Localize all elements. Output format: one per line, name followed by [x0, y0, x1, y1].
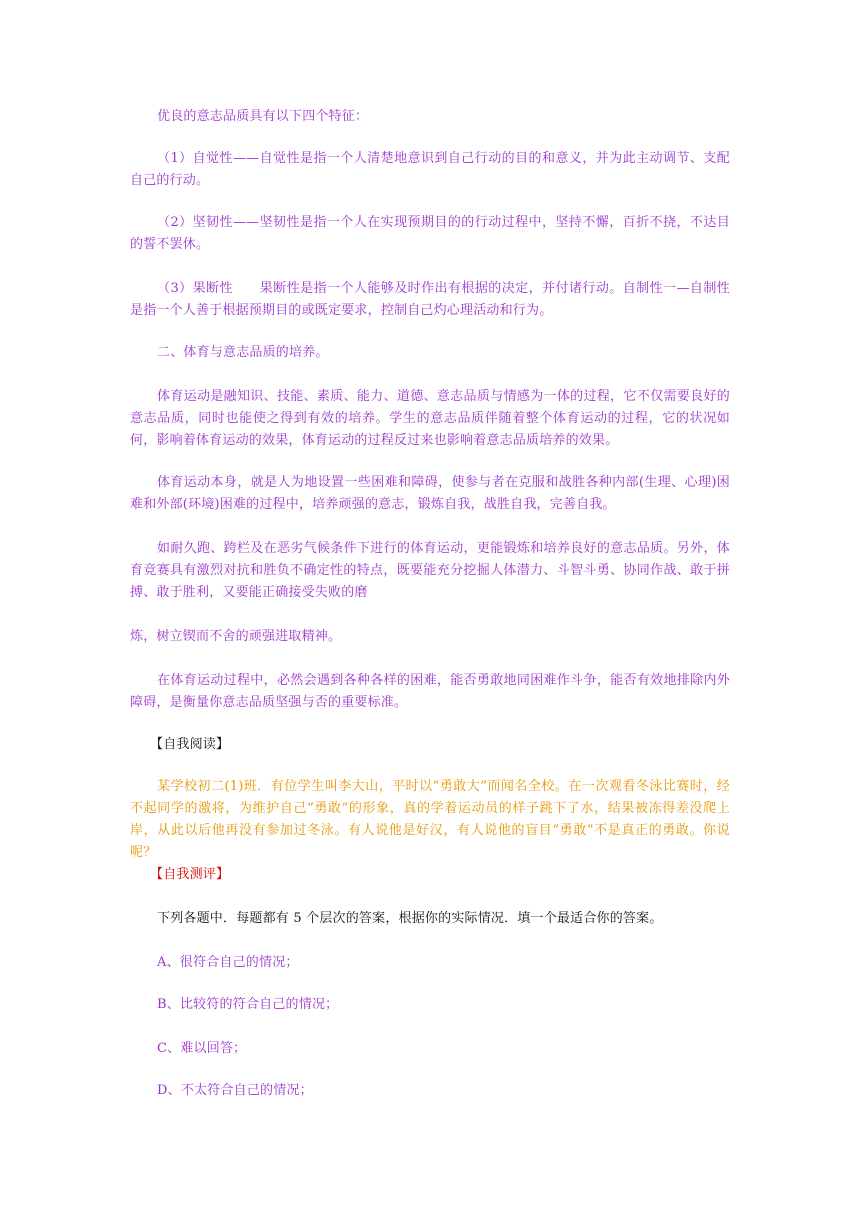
trait-decisiveness: （3）果断性 果断性是指一个人能够及时作出有根据的决定，并付诸行动。自制性一—自制性是指一个人善于根据预期目的或既定要求，控制自己灼心理活动和行为。 — [130, 281, 730, 318]
trait-self-awareness: （1）自觉性——自觉性是指一个人清楚地意识到自己行动的目的和意义，并为此主动调节、支配自己的行动。 — [130, 151, 730, 188]
section-heading-2: 二、体育与意志品质的培养。 — [157, 345, 329, 360]
evaluation-instructions: 下列各题中．每题都有 5 个层次的答案，根据你的实际情况．填一个最适合你的答案。 — [157, 911, 663, 926]
paragraph-endurance-continued: 炼，树立锲而不舍的顽强进取精神。 — [130, 629, 342, 644]
story-paragraph: 某学校初二(1)班．有位学生叫李大山，平时以“勇敢大”而闻名全校。在一次观看冬泳比赛时，经不起同学的激将，为维护自己“勇敢”的形象，真的学着运动员的样子跳下了水，结果被冻得差没爬上岸，从此以后他再没有参加过冬泳。有人说他是好汉，有人说他的盲目“勇敢”不是真正的勇敢。你说呢？ — [130, 779, 730, 860]
paragraph-sports-itself: 体育运动本身，就是人为地设置一些困难和障碍，使参与者在克服和战胜各种内部(生理、心理)困难和外部(环境)困难的过程中，培养顽强的意志，锻炼自我，战胜自我，完善自我。 — [130, 475, 730, 512]
trait-persistence: （2）坚韧性——坚韧性是指一个人在实现预期目的的行动过程中，坚持不懈，百折不挠，不达目的誓不罢休。 — [130, 215, 730, 252]
option-c: C、难以回答； — [157, 1041, 247, 1056]
option-a: A、很符合自己的情况； — [157, 955, 299, 970]
intro-paragraph: 优良的意志品质具有以下四个特征： — [157, 109, 369, 124]
option-d: D、不太符合自己的情况； — [157, 1083, 313, 1098]
self-evaluation-heading: 【自我测评】 — [150, 867, 230, 882]
self-reading-heading: 【自我阅读】 — [150, 737, 230, 752]
paragraph-endurance: 如耐久跑、跨栏及在恶劣气候条件下进行的体育运动，更能锻炼和培养良好的意志品质。另外，体育竞赛具有激烈对抗和胜负不确定性的特点，既要能充分挖掘人体潜力、斗智斗勇、协同作战、敢于拼搏、敢于胜利，又要能正确接受失败的磨 — [130, 541, 730, 600]
paragraph-sports-process: 体育运动是融知识、技能、素质、能力、道德、意志品质与情感为一体的过程，它不仅需要良好的意志品质，同时也能使之得到有效的培养。学生的意志品质伴随着整个体育运动的过程，它的状况如何，影响着体育运动的效果，体育运动的过程反过来也影响着意志品质培养的效果。 — [130, 389, 730, 448]
paragraph-obstacles: 在体育运动过程中，必然会遇到各种各样的困难，能否勇敢地同困难作斗争，能否有效地排除内外障碍，是衡量你意志品质坚强与否的重要标准。 — [130, 673, 730, 710]
option-b: B、比较符的符合自己的情况； — [157, 997, 339, 1012]
